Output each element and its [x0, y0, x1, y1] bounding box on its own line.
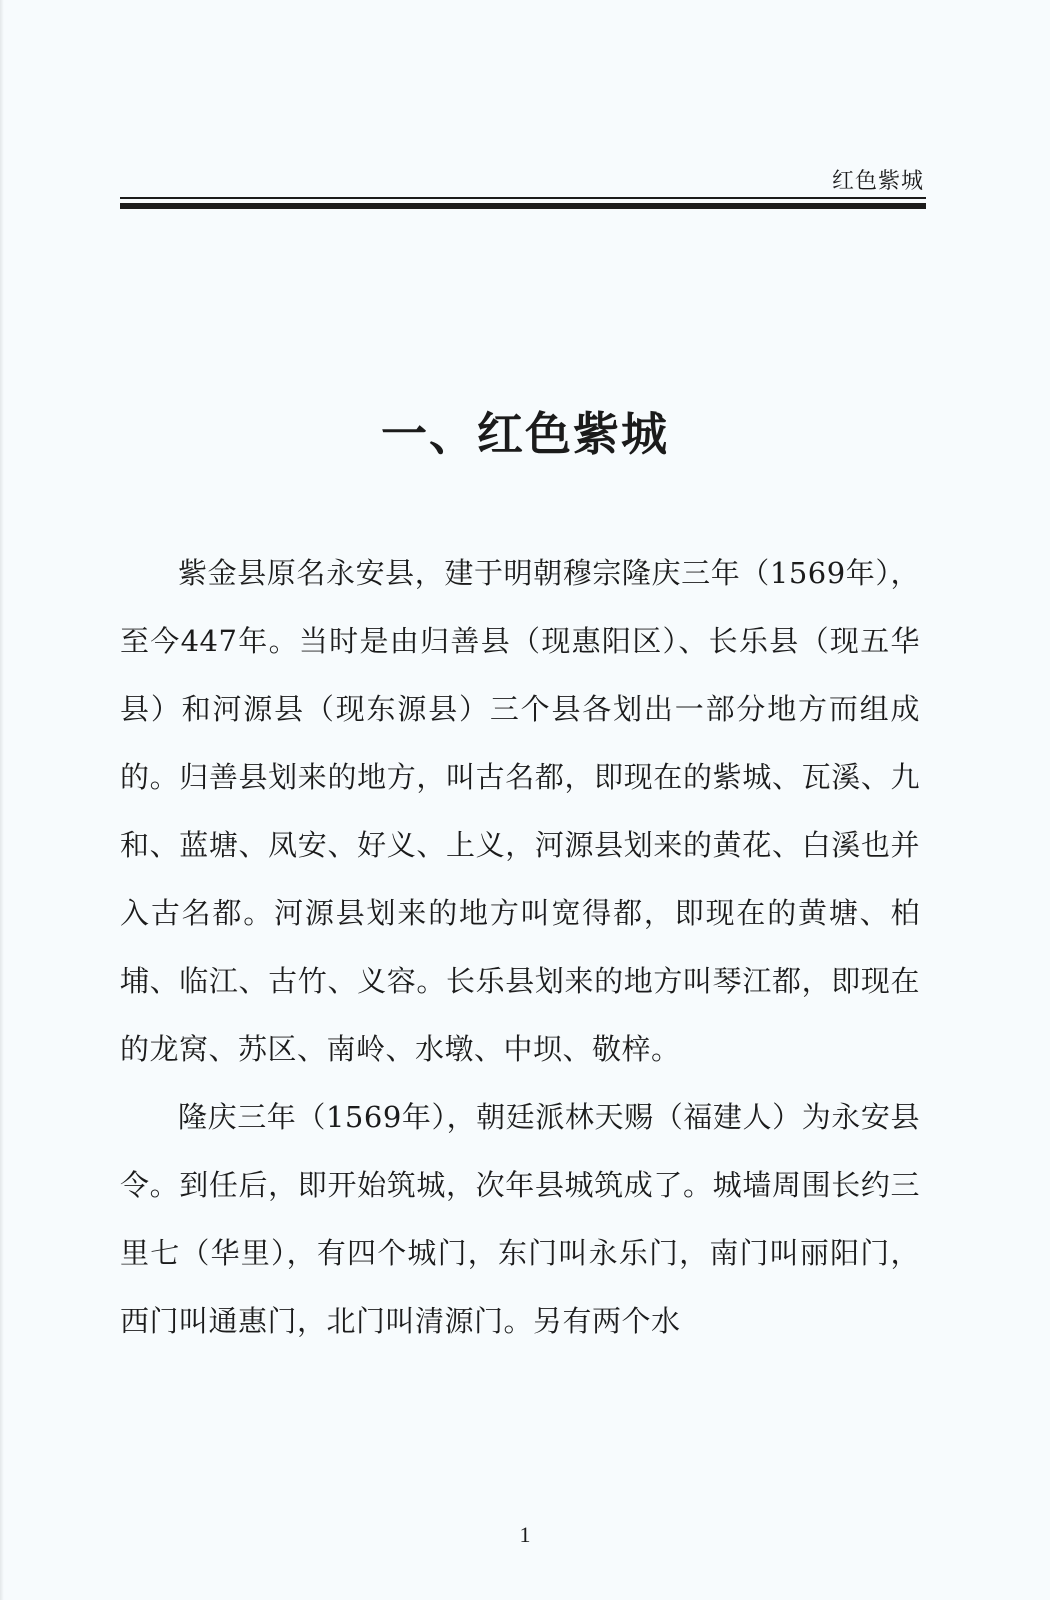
running-header: 红色紫城	[831, 169, 924, 194]
scan-edge-shadow	[0, 0, 4, 1600]
paragraph: 隆庆三年（1569年），朝廷派林天赐（福建人）为永安县令。到任后，即开始筑城，次年县城筑成了。城墙周围长约三里七（华里），有四个城门，东门叫永乐门，南门叫丽阳门，西门叫通惠门，北门叫清源门。另有两个水	[120, 1100, 920, 1338]
header-rule-thick	[120, 203, 926, 209]
body-text	[120, 539, 920, 1355]
chapter-title: 一、红色紫城	[381, 407, 669, 461]
header-rule-thin	[120, 197, 926, 199]
paragraph: 紫金县原名永安县，建于明朝穆宗隆庆三年（1569年），至今447年。当时是由归善县（现惠阳区）、长乐县（现五华县）和河源县（现东源县）三个县各划出一部分地方而组成的。归善县划来的地方，叫古名都，即现在的紫城、瓦溪、九和、蓝塘、凤安、好义、上义，河源县划来的黄花、白溪也并入古名都。河源县划来的地方叫宽得都，即现在的黄塘、柏埔、临江、古竹、义容。长乐县划来的地方叫琴江都，即现在的龙窝、苏区、南岭、水墩、中坝、敬梓。	[120, 556, 920, 1066]
page-number: 1	[519, 1522, 531, 1547]
